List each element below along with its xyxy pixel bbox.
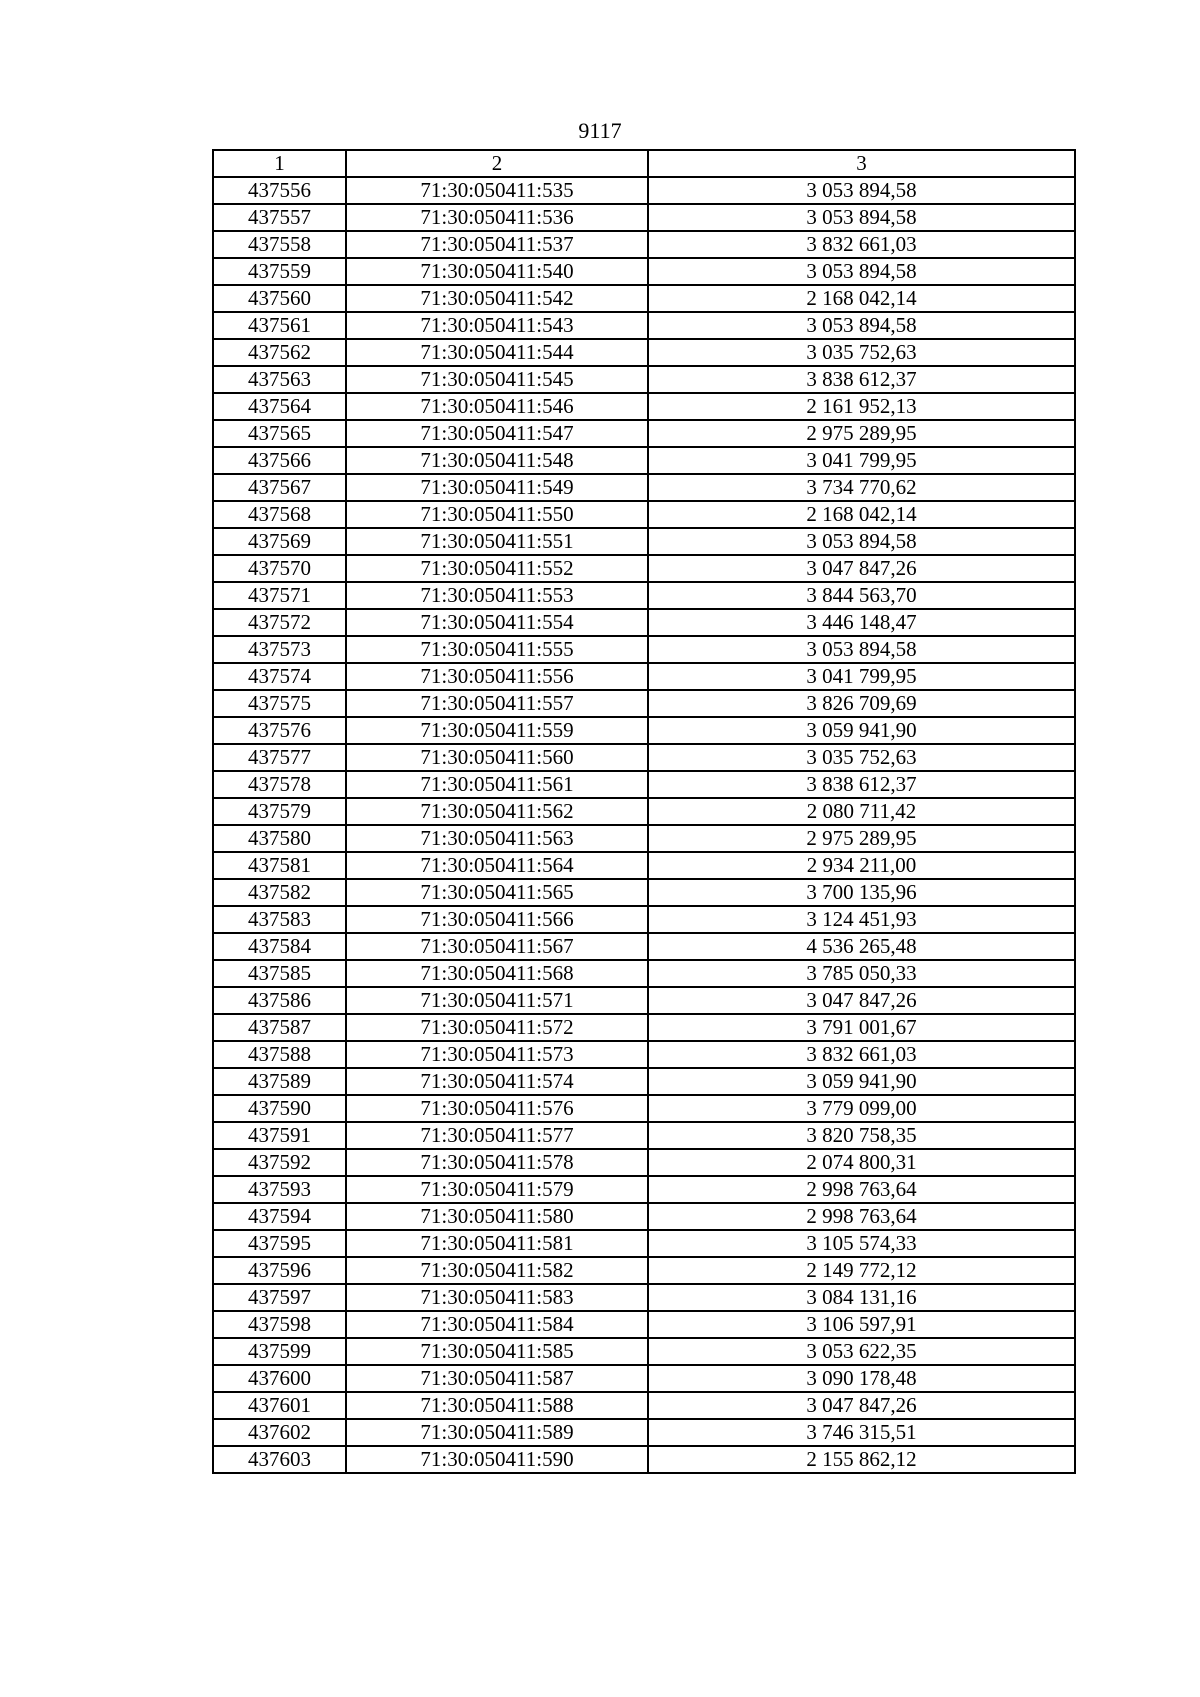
table-row xyxy=(213,528,1075,555)
row-number-cell: 437562 xyxy=(213,339,346,366)
table-row xyxy=(213,1230,1075,1257)
value-cell: 2 934 211,00 xyxy=(648,852,1075,879)
value-cell: 3 105 574,33 xyxy=(648,1230,1075,1257)
value-cell: 3 053 894,58 xyxy=(648,312,1075,339)
cadastral-number-cell: 71:30:050411:583 xyxy=(346,1284,648,1311)
value-cell: 3 053 622,35 xyxy=(648,1338,1075,1365)
value-cell: 3 838 612,37 xyxy=(648,366,1075,393)
row-number-cell: 437599 xyxy=(213,1338,346,1365)
row-number-cell: 437590 xyxy=(213,1095,346,1122)
value-cell: 3 053 894,58 xyxy=(648,177,1075,204)
table-row xyxy=(213,1257,1075,1284)
cadastral-number-cell: 71:30:050411:582 xyxy=(346,1257,648,1284)
row-number-cell: 437576 xyxy=(213,717,346,744)
value-cell: 3 053 894,58 xyxy=(648,204,1075,231)
table-row xyxy=(213,177,1075,204)
table-row xyxy=(213,960,1075,987)
cadastral-number-cell: 71:30:050411:589 xyxy=(346,1419,648,1446)
cadastral-number-cell: 71:30:050411:536 xyxy=(346,204,648,231)
table-row xyxy=(213,852,1075,879)
table-row xyxy=(213,258,1075,285)
value-cell: 3 047 847,26 xyxy=(648,987,1075,1014)
row-number-cell: 437561 xyxy=(213,312,346,339)
value-cell: 3 047 847,26 xyxy=(648,555,1075,582)
value-cell: 3 124 451,93 xyxy=(648,906,1075,933)
row-number-cell: 437589 xyxy=(213,1068,346,1095)
cadastral-number-cell: 71:30:050411:566 xyxy=(346,906,648,933)
table-row xyxy=(213,474,1075,501)
cadastral-number-cell: 71:30:050411:565 xyxy=(346,879,648,906)
row-number-cell: 437601 xyxy=(213,1392,346,1419)
value-cell: 3 053 894,58 xyxy=(648,258,1075,285)
value-cell: 3 106 597,91 xyxy=(648,1311,1075,1338)
value-cell: 3 791 001,67 xyxy=(648,1014,1075,1041)
cadastral-number-cell: 71:30:050411:555 xyxy=(346,636,648,663)
cadastral-number-cell: 71:30:050411:549 xyxy=(346,474,648,501)
row-number-cell: 437582 xyxy=(213,879,346,906)
row-number-cell: 437597 xyxy=(213,1284,346,1311)
value-cell: 3 041 799,95 xyxy=(648,447,1075,474)
value-cell: 3 041 799,95 xyxy=(648,663,1075,690)
table-row xyxy=(213,366,1075,393)
table-row xyxy=(213,1419,1075,1446)
cadastral-number-cell: 71:30:050411:545 xyxy=(346,366,648,393)
cadastral-number-cell: 71:30:050411:561 xyxy=(346,771,648,798)
cadastral-number-cell: 71:30:050411:567 xyxy=(346,933,648,960)
table-row xyxy=(213,906,1075,933)
row-number-cell: 437560 xyxy=(213,285,346,312)
table-row xyxy=(213,825,1075,852)
cadastral-number-cell: 71:30:050411:543 xyxy=(346,312,648,339)
value-cell: 3 446 148,47 xyxy=(648,609,1075,636)
row-number-cell: 437564 xyxy=(213,393,346,420)
value-cell: 2 998 763,64 xyxy=(648,1176,1075,1203)
value-cell: 2 161 952,13 xyxy=(648,393,1075,420)
row-number-cell: 437566 xyxy=(213,447,346,474)
cadastral-number-cell: 71:30:050411:553 xyxy=(346,582,648,609)
row-number-cell: 437569 xyxy=(213,528,346,555)
table-row xyxy=(213,1284,1075,1311)
cadastral-number-cell: 71:30:050411:540 xyxy=(346,258,648,285)
row-number-cell: 437592 xyxy=(213,1149,346,1176)
cadastral-number-cell: 71:30:050411:572 xyxy=(346,1014,648,1041)
row-number-cell: 437568 xyxy=(213,501,346,528)
table-row xyxy=(213,312,1075,339)
table-row xyxy=(213,393,1075,420)
value-cell: 3 059 941,90 xyxy=(648,717,1075,744)
value-cell: 3 820 758,35 xyxy=(648,1122,1075,1149)
row-number-cell: 437557 xyxy=(213,204,346,231)
row-number-cell: 437593 xyxy=(213,1176,346,1203)
row-number-cell: 437558 xyxy=(213,231,346,258)
table-row xyxy=(213,1311,1075,1338)
cadastral-number-cell: 71:30:050411:590 xyxy=(346,1446,648,1473)
value-cell: 2 149 772,12 xyxy=(648,1257,1075,1284)
table-row xyxy=(213,555,1075,582)
row-number-cell: 437567 xyxy=(213,474,346,501)
table-row xyxy=(213,1392,1075,1419)
value-cell: 3 734 770,62 xyxy=(648,474,1075,501)
cadastral-number-cell: 71:30:050411:544 xyxy=(346,339,648,366)
cadastral-number-cell: 71:30:050411:560 xyxy=(346,744,648,771)
cadastral-number-cell: 71:30:050411:585 xyxy=(346,1338,648,1365)
cadastral-number-cell: 71:30:050411:563 xyxy=(346,825,648,852)
row-number-cell: 437600 xyxy=(213,1365,346,1392)
table-row xyxy=(213,1176,1075,1203)
table-row xyxy=(213,636,1075,663)
cadastral-number-cell: 71:30:050411:581 xyxy=(346,1230,648,1257)
value-cell: 3 826 709,69 xyxy=(648,690,1075,717)
row-number-cell: 437596 xyxy=(213,1257,346,1284)
row-number-cell: 437578 xyxy=(213,771,346,798)
table-row xyxy=(213,501,1075,528)
cadastral-number-cell: 71:30:050411:542 xyxy=(346,285,648,312)
row-number-cell: 437565 xyxy=(213,420,346,447)
table-row xyxy=(213,231,1075,258)
row-number-cell: 437580 xyxy=(213,825,346,852)
value-cell: 2 168 042,14 xyxy=(648,501,1075,528)
table-row xyxy=(213,1014,1075,1041)
cadastral-number-cell: 71:30:050411:571 xyxy=(346,987,648,1014)
cadastral-number-cell: 71:30:050411:587 xyxy=(346,1365,648,1392)
row-number-cell: 437598 xyxy=(213,1311,346,1338)
value-cell: 2 080 711,42 xyxy=(648,798,1075,825)
value-cell: 3 053 894,58 xyxy=(648,636,1075,663)
cadastral-number-cell: 71:30:050411:564 xyxy=(346,852,648,879)
table-row xyxy=(213,663,1075,690)
cadastral-number-cell: 71:30:050411:584 xyxy=(346,1311,648,1338)
row-number-cell: 437586 xyxy=(213,987,346,1014)
cadastral-number-cell: 71:30:050411:580 xyxy=(346,1203,648,1230)
table-row xyxy=(213,204,1075,231)
value-cell: 3 832 661,03 xyxy=(648,1041,1075,1068)
value-cell: 2 975 289,95 xyxy=(648,825,1075,852)
column-header: 3 xyxy=(648,150,1075,177)
cadastral-number-cell: 71:30:050411:556 xyxy=(346,663,648,690)
data-table xyxy=(212,149,1076,1474)
row-number-cell: 437573 xyxy=(213,636,346,663)
value-cell: 3 035 752,63 xyxy=(648,744,1075,771)
row-number-cell: 437563 xyxy=(213,366,346,393)
table-row xyxy=(213,798,1075,825)
table-row xyxy=(213,1446,1075,1473)
row-number-cell: 437559 xyxy=(213,258,346,285)
table-row xyxy=(213,987,1075,1014)
value-cell: 3 844 563,70 xyxy=(648,582,1075,609)
table-row xyxy=(213,1068,1075,1095)
cadastral-number-cell: 71:30:050411:578 xyxy=(346,1149,648,1176)
table-row xyxy=(213,1365,1075,1392)
row-number-cell: 437583 xyxy=(213,906,346,933)
table-body xyxy=(213,177,1075,1473)
table-row xyxy=(213,285,1075,312)
value-cell: 4 536 265,48 xyxy=(648,933,1075,960)
value-cell: 3 047 847,26 xyxy=(648,1392,1075,1419)
cadastral-number-cell: 71:30:050411:552 xyxy=(346,555,648,582)
value-cell: 3 700 135,96 xyxy=(648,879,1075,906)
row-number-cell: 437585 xyxy=(213,960,346,987)
table-row xyxy=(213,582,1075,609)
cadastral-number-cell: 71:30:050411:535 xyxy=(346,177,648,204)
row-number-cell: 437571 xyxy=(213,582,346,609)
value-cell: 2 155 862,12 xyxy=(648,1446,1075,1473)
cadastral-number-cell: 71:30:050411:573 xyxy=(346,1041,648,1068)
row-number-cell: 437603 xyxy=(213,1446,346,1473)
row-number-cell: 437572 xyxy=(213,609,346,636)
cadastral-number-cell: 71:30:050411:574 xyxy=(346,1068,648,1095)
row-number-cell: 437588 xyxy=(213,1041,346,1068)
row-number-cell: 437602 xyxy=(213,1419,346,1446)
page-number: 9117 xyxy=(578,118,622,143)
value-cell: 3 059 941,90 xyxy=(648,1068,1075,1095)
cadastral-number-cell: 71:30:050411:548 xyxy=(346,447,648,474)
row-number-cell: 437574 xyxy=(213,663,346,690)
row-number-cell: 437594 xyxy=(213,1203,346,1230)
table-row xyxy=(213,609,1075,636)
cadastral-number-cell: 71:30:050411:537 xyxy=(346,231,648,258)
row-number-cell: 437556 xyxy=(213,177,346,204)
cadastral-number-cell: 71:30:050411:546 xyxy=(346,393,648,420)
cadastral-number-cell: 71:30:050411:577 xyxy=(346,1122,648,1149)
row-number-cell: 437579 xyxy=(213,798,346,825)
row-number-cell: 437584 xyxy=(213,933,346,960)
table-row xyxy=(213,1095,1075,1122)
cadastral-number-cell: 71:30:050411:568 xyxy=(346,960,648,987)
value-cell: 3 779 099,00 xyxy=(648,1095,1075,1122)
table-row xyxy=(213,447,1075,474)
row-number-cell: 437575 xyxy=(213,690,346,717)
row-number-cell: 437591 xyxy=(213,1122,346,1149)
row-number-cell: 437577 xyxy=(213,744,346,771)
cadastral-number-cell: 71:30:050411:562 xyxy=(346,798,648,825)
table-row xyxy=(213,933,1075,960)
value-cell: 3 090 178,48 xyxy=(648,1365,1075,1392)
value-cell: 3 785 050,33 xyxy=(648,960,1075,987)
cadastral-number-cell: 71:30:050411:559 xyxy=(346,717,648,744)
cadastral-number-cell: 71:30:050411:547 xyxy=(346,420,648,447)
value-cell: 2 998 763,64 xyxy=(648,1203,1075,1230)
table-row xyxy=(213,339,1075,366)
table-row xyxy=(213,1338,1075,1365)
value-cell: 2 168 042,14 xyxy=(648,285,1075,312)
column-header: 1 xyxy=(213,150,346,177)
row-number-cell: 437595 xyxy=(213,1230,346,1257)
value-cell: 3 035 752,63 xyxy=(648,339,1075,366)
table-row xyxy=(213,771,1075,798)
table-row xyxy=(213,717,1075,744)
row-number-cell: 437587 xyxy=(213,1014,346,1041)
cadastral-number-cell: 71:30:050411:579 xyxy=(346,1176,648,1203)
row-number-cell: 437581 xyxy=(213,852,346,879)
table-row xyxy=(213,1041,1075,1068)
value-cell: 2 074 800,31 xyxy=(648,1149,1075,1176)
value-cell: 3 832 661,03 xyxy=(648,231,1075,258)
table-row xyxy=(213,1122,1075,1149)
value-cell: 2 975 289,95 xyxy=(648,420,1075,447)
cadastral-number-cell: 71:30:050411:588 xyxy=(346,1392,648,1419)
table-row xyxy=(213,879,1075,906)
table-header-row xyxy=(213,150,1075,177)
cadastral-number-cell: 71:30:050411:550 xyxy=(346,501,648,528)
cadastral-number-cell: 71:30:050411:576 xyxy=(346,1095,648,1122)
row-number-cell: 437570 xyxy=(213,555,346,582)
cadastral-number-cell: 71:30:050411:551 xyxy=(346,528,648,555)
cadastral-number-cell: 71:30:050411:554 xyxy=(346,609,648,636)
table-row xyxy=(213,1149,1075,1176)
value-cell: 3 053 894,58 xyxy=(648,528,1075,555)
table-row xyxy=(213,420,1075,447)
cadastral-number-cell: 71:30:050411:557 xyxy=(346,690,648,717)
value-cell: 3 084 131,16 xyxy=(648,1284,1075,1311)
value-cell: 3 838 612,37 xyxy=(648,771,1075,798)
table-row xyxy=(213,744,1075,771)
column-header: 2 xyxy=(346,150,648,177)
table-row xyxy=(213,690,1075,717)
value-cell: 3 746 315,51 xyxy=(648,1419,1075,1446)
table-row xyxy=(213,1203,1075,1230)
